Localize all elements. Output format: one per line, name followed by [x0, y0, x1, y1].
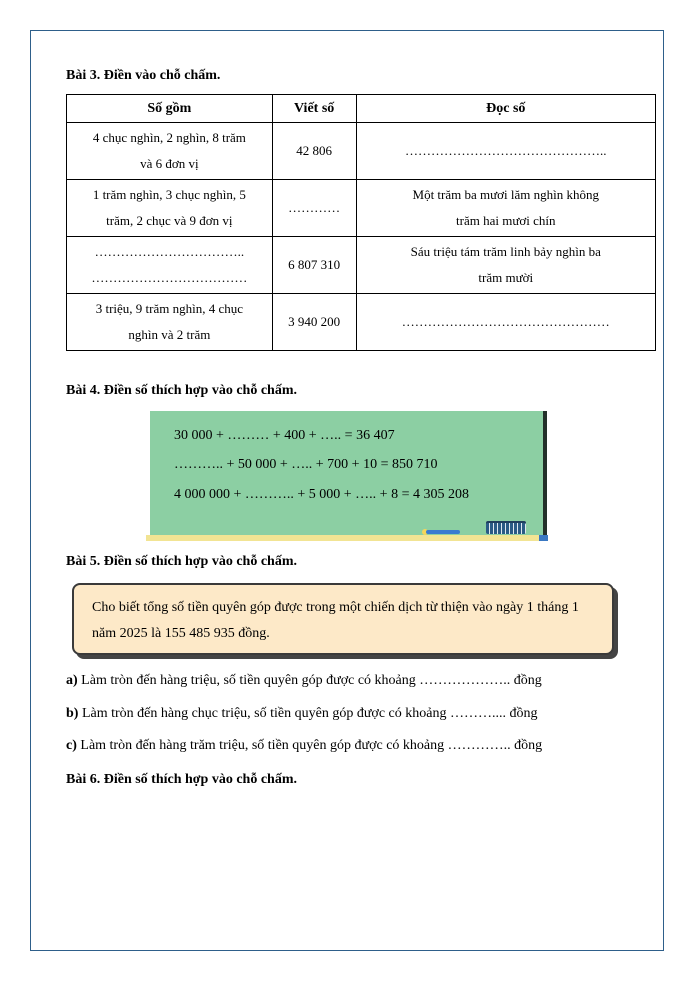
write-cell: 42 806: [272, 123, 356, 180]
composition-cell: 3 triệu, 9 trăm nghìn, 4 chục nghìn và 2 trăm: [67, 294, 273, 351]
chalk-icon: [426, 530, 460, 534]
write-cell: 3 940 200: [272, 294, 356, 351]
info-note-box: [72, 583, 614, 655]
chalkboard-edge: [543, 411, 547, 540]
eraser-icon: [486, 523, 526, 534]
write-cell[interactable]: …………: [272, 180, 356, 237]
composition-cell: 4 chục nghìn, 2 nghìn, 8 trăm và 6 đơn vị: [67, 123, 273, 180]
question-b[interactable]: b) Làm tròn đến hàng chục triệu, số tiền quyên góp được có khoảng ……….... đồng: [66, 706, 538, 721]
table-header-row: [67, 95, 656, 123]
col-header-write: Viết số: [272, 95, 356, 123]
equation-2[interactable]: ……….. + 50 000 + ….. + 700 + 10 = 850 710: [174, 457, 438, 472]
read-cell[interactable]: ………………………………………..: [356, 123, 655, 180]
read-cell: Sáu triệu tám trăm linh bảy nghìn ba trăm mười: [356, 237, 655, 294]
col-header-composition: Số gồm: [67, 95, 273, 123]
chalkboard-ledge: [146, 535, 546, 541]
question-a[interactable]: a) Làm tròn đến hàng triệu, số tiền quyên góp được có khoảng ……………….. đồng: [66, 673, 542, 688]
info-note-text: Cho biết tổng số tiền quyên góp được trong một chiến dịch từ thiện vào ngày 1 tháng 1 năm 2025 là 155 485 935 đồng.: [92, 600, 579, 641]
read-cell: Một trăm ba mươi lăm nghìn không trăm hai mươi chín: [356, 180, 655, 237]
composition-cell[interactable]: …………………………….. ………………………………: [67, 237, 273, 294]
write-cell: 6 807 310: [272, 237, 356, 294]
ex3-title: Bài 3. Điền vào chỗ chấm.: [66, 68, 221, 83]
composition-cell: 1 trăm nghìn, 3 chục nghìn, 5 trăm, 2 chục và 9 đơn vị: [67, 180, 273, 237]
equation-3[interactable]: 4 000 000 + ……….. + 5 000 + ….. + 8 = 4 305 208: [174, 487, 469, 502]
ex6-title: Bài 6. Điền số thích hợp vào chỗ chấm.: [66, 772, 297, 787]
table-row: [67, 180, 656, 237]
chalkboard: [146, 411, 548, 542]
table-row: [67, 237, 656, 294]
ex3-table: [66, 94, 656, 351]
chalkboard-ledge-end: [539, 535, 548, 541]
question-c[interactable]: c) Làm tròn đến hàng trăm triệu, số tiền quyên góp được có khoảng ………….. đồng: [66, 738, 543, 753]
table-row: [67, 294, 656, 351]
col-header-read: Đọc số: [356, 95, 655, 123]
ex5-title: Bài 5. Điền số thích hợp vào chỗ chấm.: [66, 554, 297, 569]
ex4-title: Bài 4. Điền số thích hợp vào chỗ chấm.: [66, 383, 297, 398]
table-row: [67, 123, 656, 180]
equation-1[interactable]: 30 000 + ……… + 400 + ….. = 36 407: [174, 428, 395, 443]
read-cell[interactable]: …………………………………………: [356, 294, 655, 351]
